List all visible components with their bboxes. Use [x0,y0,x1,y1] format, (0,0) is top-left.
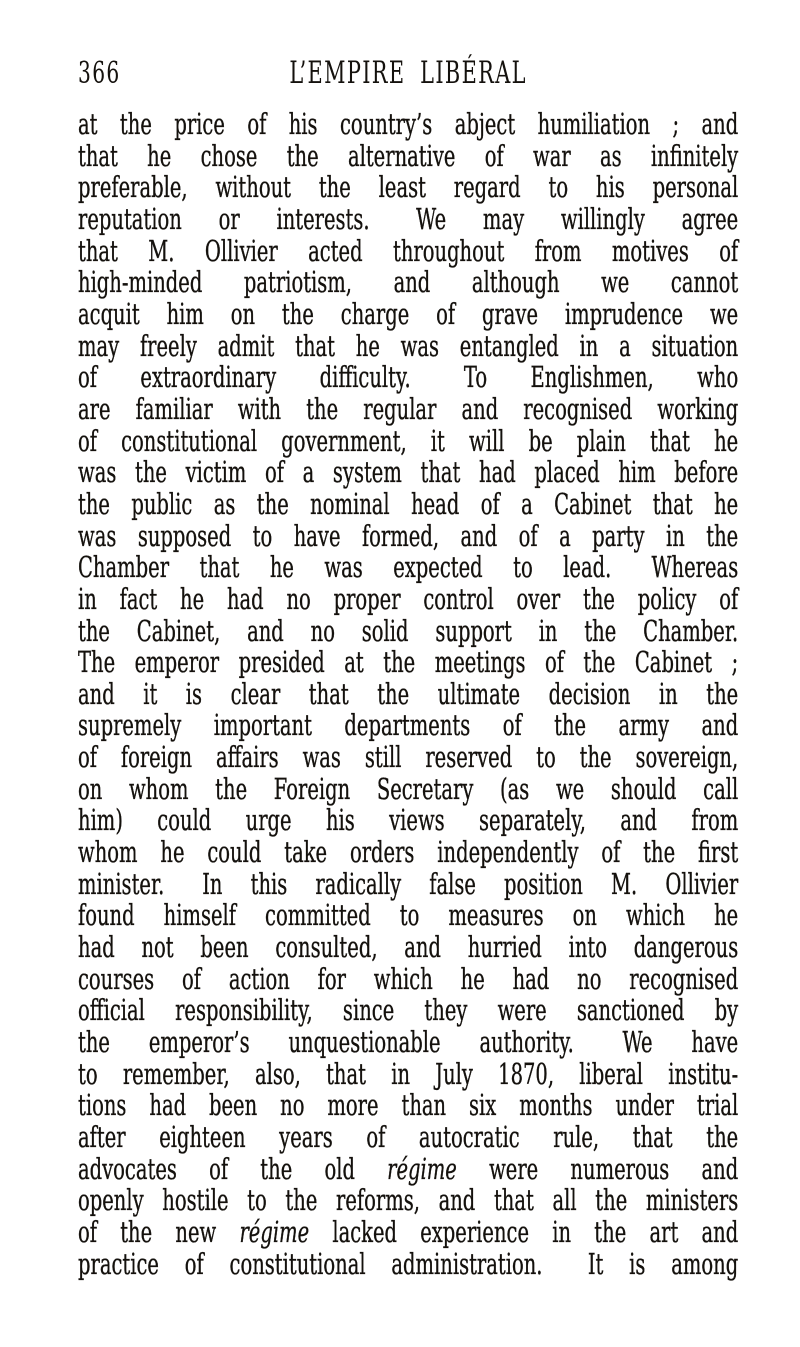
italic-text: régime [387,1151,457,1186]
page-number: 366 [78,56,121,91]
text-segment: lacked experience in the art and [309,1214,739,1249]
running-title: L’EMPIRE LIBÉRAL [289,55,527,91]
text-line: was supposed to have formed, and of a party in the [78,518,739,553]
italic-text: régime [239,1214,310,1249]
text-line: and it is clear that the ultimate decision in the [78,676,739,711]
text-line: to remember, also, that in July 1870, liberal institu- [78,1056,739,1091]
body-text [78,109,738,1280]
text-line [78,1151,739,1186]
text-line: found himself committed to measures on which he [78,898,739,933]
text-line: the emperor’s unquestionable authority. We have [78,1025,739,1060]
text-block [78,54,738,1280]
text-line: acquit him on the charge of grave imprudence we [78,296,739,331]
text-line: was the victim of a system that had placed him before [78,455,739,490]
text-line: the Cabinet, and no solid support in the Chamber. [78,613,739,648]
text-line: the public as the nominal head of a Cabinet that he [78,486,739,521]
text-line: official responsibility, since they were sanctioned by [78,993,739,1028]
text-line: courses of action for which he had no recognised [78,961,739,996]
text-line: that M. Ollivier acted throughout from motives of [78,233,739,268]
text-line: of constitutional government, it will be plain that he [78,423,739,458]
text-line: of extraordinary difficulty. To Englishmen, who [78,360,739,395]
text-line: reputation or interests. We may willingly agree [78,201,739,236]
text-line: after eighteen years of autocratic rule, that the [78,1120,739,1154]
text-line [78,1214,739,1249]
text-line: on whom the Foreign Secretary (as we should call [78,771,739,806]
text-line: practice of constitutional administration. It is among [78,1246,739,1281]
text-line: him) could urge his views separately, and from [78,803,739,838]
text-line: high-minded patriotism, and although we cannot [78,265,739,300]
text-line: The emperor presided at the meetings of the Cabinet ; [78,645,739,680]
text-line: are familiar with the regular and recognised working [78,391,739,426]
text-line: that he chose the alternative of war as infinitely [78,138,739,173]
text-line: whom he could take orders independently of the first [78,835,739,870]
text-line: minister. In this radically false position M. Ollivier [78,866,739,901]
text-segment: of the new [78,1214,240,1249]
text-line: had not been consulted, and hurried into dangerous [78,930,739,965]
text-line: Chamber that he was expected to lead. Whereas [78,550,739,585]
text-line: at the price of his country’s abject humiliation ; and [78,107,739,141]
text-segment: advocates of the old [78,1151,388,1186]
text-segment: were numerous and [456,1151,739,1186]
text-line: of foreign affairs was still reserved to the sovereign, [78,740,739,775]
text-line: in fact he had no proper control over the policy of [78,581,739,616]
text-line: may freely admit that he was entangled in a situation [78,328,739,363]
text-line: preferable, without the least regard to his personal [78,170,739,205]
text-line: openly hostile to the reforms, and that all the ministers [78,1183,739,1218]
text-line: supremely important departments of the army and [78,708,739,743]
text-line: tions had been no more than six months under trial [78,1088,739,1123]
page-header [78,54,738,92]
